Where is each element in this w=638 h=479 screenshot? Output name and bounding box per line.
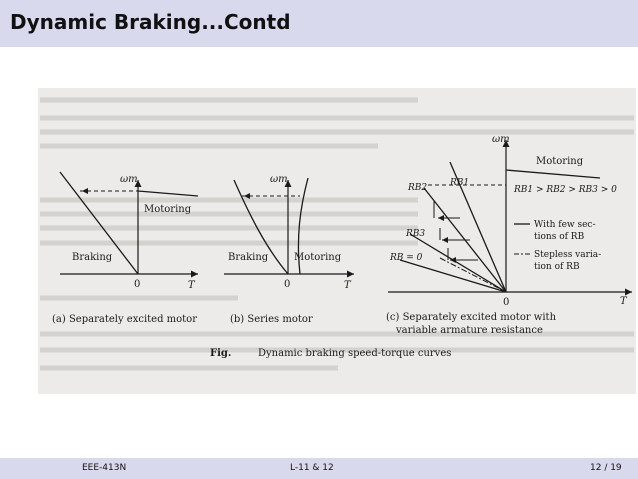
panel-b-y-label: ωm [270, 174, 288, 185]
panel-c-caption-2: variable armature resistance [396, 325, 543, 336]
panel-b-x-label: T [344, 280, 351, 291]
legend-solid-text-1: With few sec- [534, 220, 596, 230]
panel-b-origin: 0 [284, 279, 291, 290]
legend-solid-text-2: tions of RB [534, 232, 585, 242]
legend-dash-text-2: tion of RB [534, 262, 580, 272]
footer-page-number: 12 / 19 [590, 463, 622, 473]
panel-a-x-label: T [188, 280, 195, 291]
panel-b [224, 174, 354, 325]
panel-a-motoring-curve [138, 191, 198, 196]
panel-c-x-label: T [620, 296, 627, 307]
panel-c-line-rb3 [410, 234, 506, 292]
panel-b-motoring-label: Motoring [294, 252, 342, 263]
panel-a-y-label: ωm [120, 174, 138, 185]
panel-c-motoring-curve [506, 170, 600, 178]
panel-a-origin: 0 [134, 279, 141, 290]
panel-a-motoring-label: Motoring [144, 204, 192, 215]
panel-c-origin: 0 [503, 297, 510, 308]
figure-caption-text: Dynamic braking speed-torque curves [258, 348, 452, 359]
panel-c-motoring-label: Motoring [536, 156, 584, 167]
figure-svg [38, 88, 636, 394]
panel-c-rb3-label: RB3 [406, 229, 426, 239]
footer-lecture: L-11 & 12 [290, 463, 334, 473]
figure-caption-label: Fig. [210, 348, 232, 359]
footer-bar [0, 458, 638, 479]
panel-c-rb2-label: RB2 [408, 183, 428, 193]
panel-c-caption-1: (c) Separately excited motor with [386, 312, 557, 323]
legend-dash-text-1: Stepless varia- [534, 250, 602, 260]
panel-a [52, 172, 198, 325]
panel-c-y-label: ωm [492, 134, 510, 145]
panel-c-rb0-label: RB = 0 [390, 253, 423, 263]
panel-a-caption: (a) Separately excited motor [52, 314, 197, 325]
panel-b-caption: (b) Series motor [230, 314, 313, 325]
panel-c [386, 134, 632, 336]
scanned-figure [38, 88, 636, 394]
panel-c-rb1-label: RB1 [450, 178, 470, 188]
panel-c-relation: RB1 > RB2 > RB3 > 0 [514, 185, 617, 195]
title-bar [0, 0, 638, 47]
panel-a-braking-label: Braking [72, 252, 113, 263]
panel-b-braking-label: Braking [228, 252, 269, 263]
slide-title: Dynamic Braking...Contd [10, 10, 291, 34]
footer-course: EEE-413N [82, 463, 127, 473]
